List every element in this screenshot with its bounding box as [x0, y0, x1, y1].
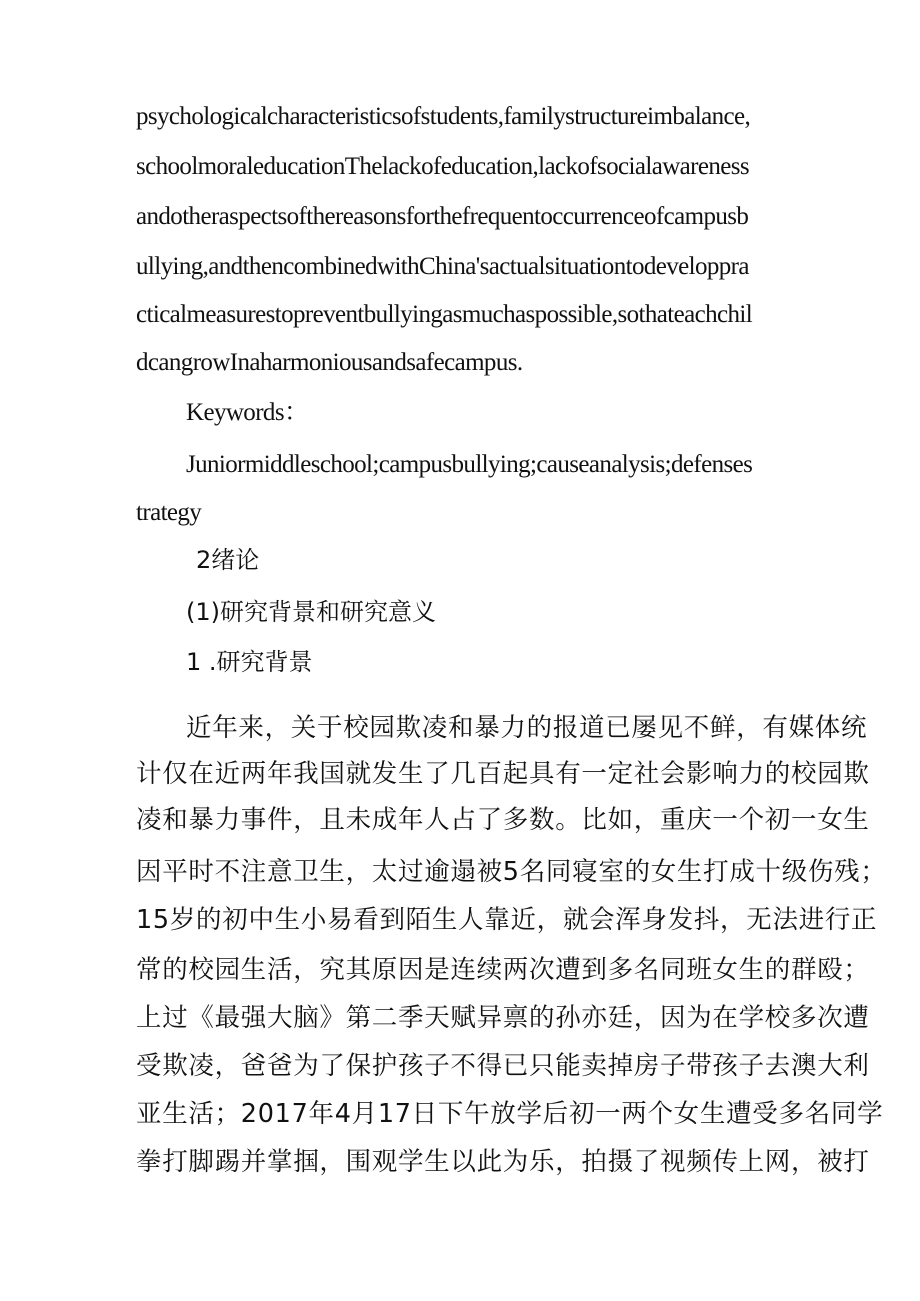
subsection-heading: (1)研究背景和研究意义 [186, 598, 436, 626]
abstract-line-5: cticalmeasurestopreventbullyingasmuchaspossible,sothateachchil [136, 301, 753, 328]
body-line-9: 亚生活；2017年4月17日下午放学后初一两个女生遭受多名同学 [136, 1099, 884, 1129]
body-line-6: 常的校园生活，究其原因是连续两次遭到多名同班女生的群殴； [136, 955, 870, 985]
abstract-line-6: dcangrowInaharmoniousandsafecampus. [136, 349, 523, 376]
chapter-heading: 2绪论 [196, 546, 260, 574]
keywords-line-1: Juniormiddleschool;campusbullying;causeanalysis;defenses [186, 451, 753, 478]
body-line-5: 15岁的初中生小易看到陌生人靠近，就会浑身发抖，无法进行正 [136, 905, 878, 935]
abstract-line-3: andotheraspectsofthereasonsforthefrequentoccurrenceofcampusb [136, 203, 749, 230]
body-line-2: 计仅在近两年我国就发生了几百起具有一定社会影响力的校园欺 [136, 759, 870, 789]
abstract-line-4: ullying,andthencombinedwithChina'sactualsituationtodeveloppra [136, 253, 749, 280]
body-line-3: 凌和暴力事件，且未成年人占了多数。比如，重庆一个初一女生 [136, 805, 870, 835]
body-line-10: 拳打脚踢并掌掴，围观学生以此为乐，拍摄了视频传上网，被打 [136, 1147, 870, 1177]
body-line-7: 上过《最强大脑》第二季天赋异禀的孙亦廷，因为在学校多次遭 [136, 1003, 870, 1033]
abstract-line-2: schoolmoraleducationThelackofeducation,lackofsocialawareness [136, 153, 750, 180]
keywords-label: Keywords： [186, 399, 309, 426]
subsubsection-heading: 1 .研究背景 [186, 648, 313, 676]
keywords-line-2: trategy [136, 499, 202, 526]
body-line-4: 因平时不注意卫生，太过逾遢被5名同寝室的女生打成十级伤残； [136, 857, 887, 887]
body-line-8: 受欺凌，爸爸为了保护孩子不得已只能卖掉房子带孩子去澳大利 [136, 1051, 870, 1081]
body-line-1: 近年来，关于校园欺凌和暴力的报道已屡见不鲜，有媒体统 [186, 713, 868, 743]
abstract-line-1: psychologicalcharacteristicsofstudents,familystructureimbalance, [136, 103, 751, 130]
